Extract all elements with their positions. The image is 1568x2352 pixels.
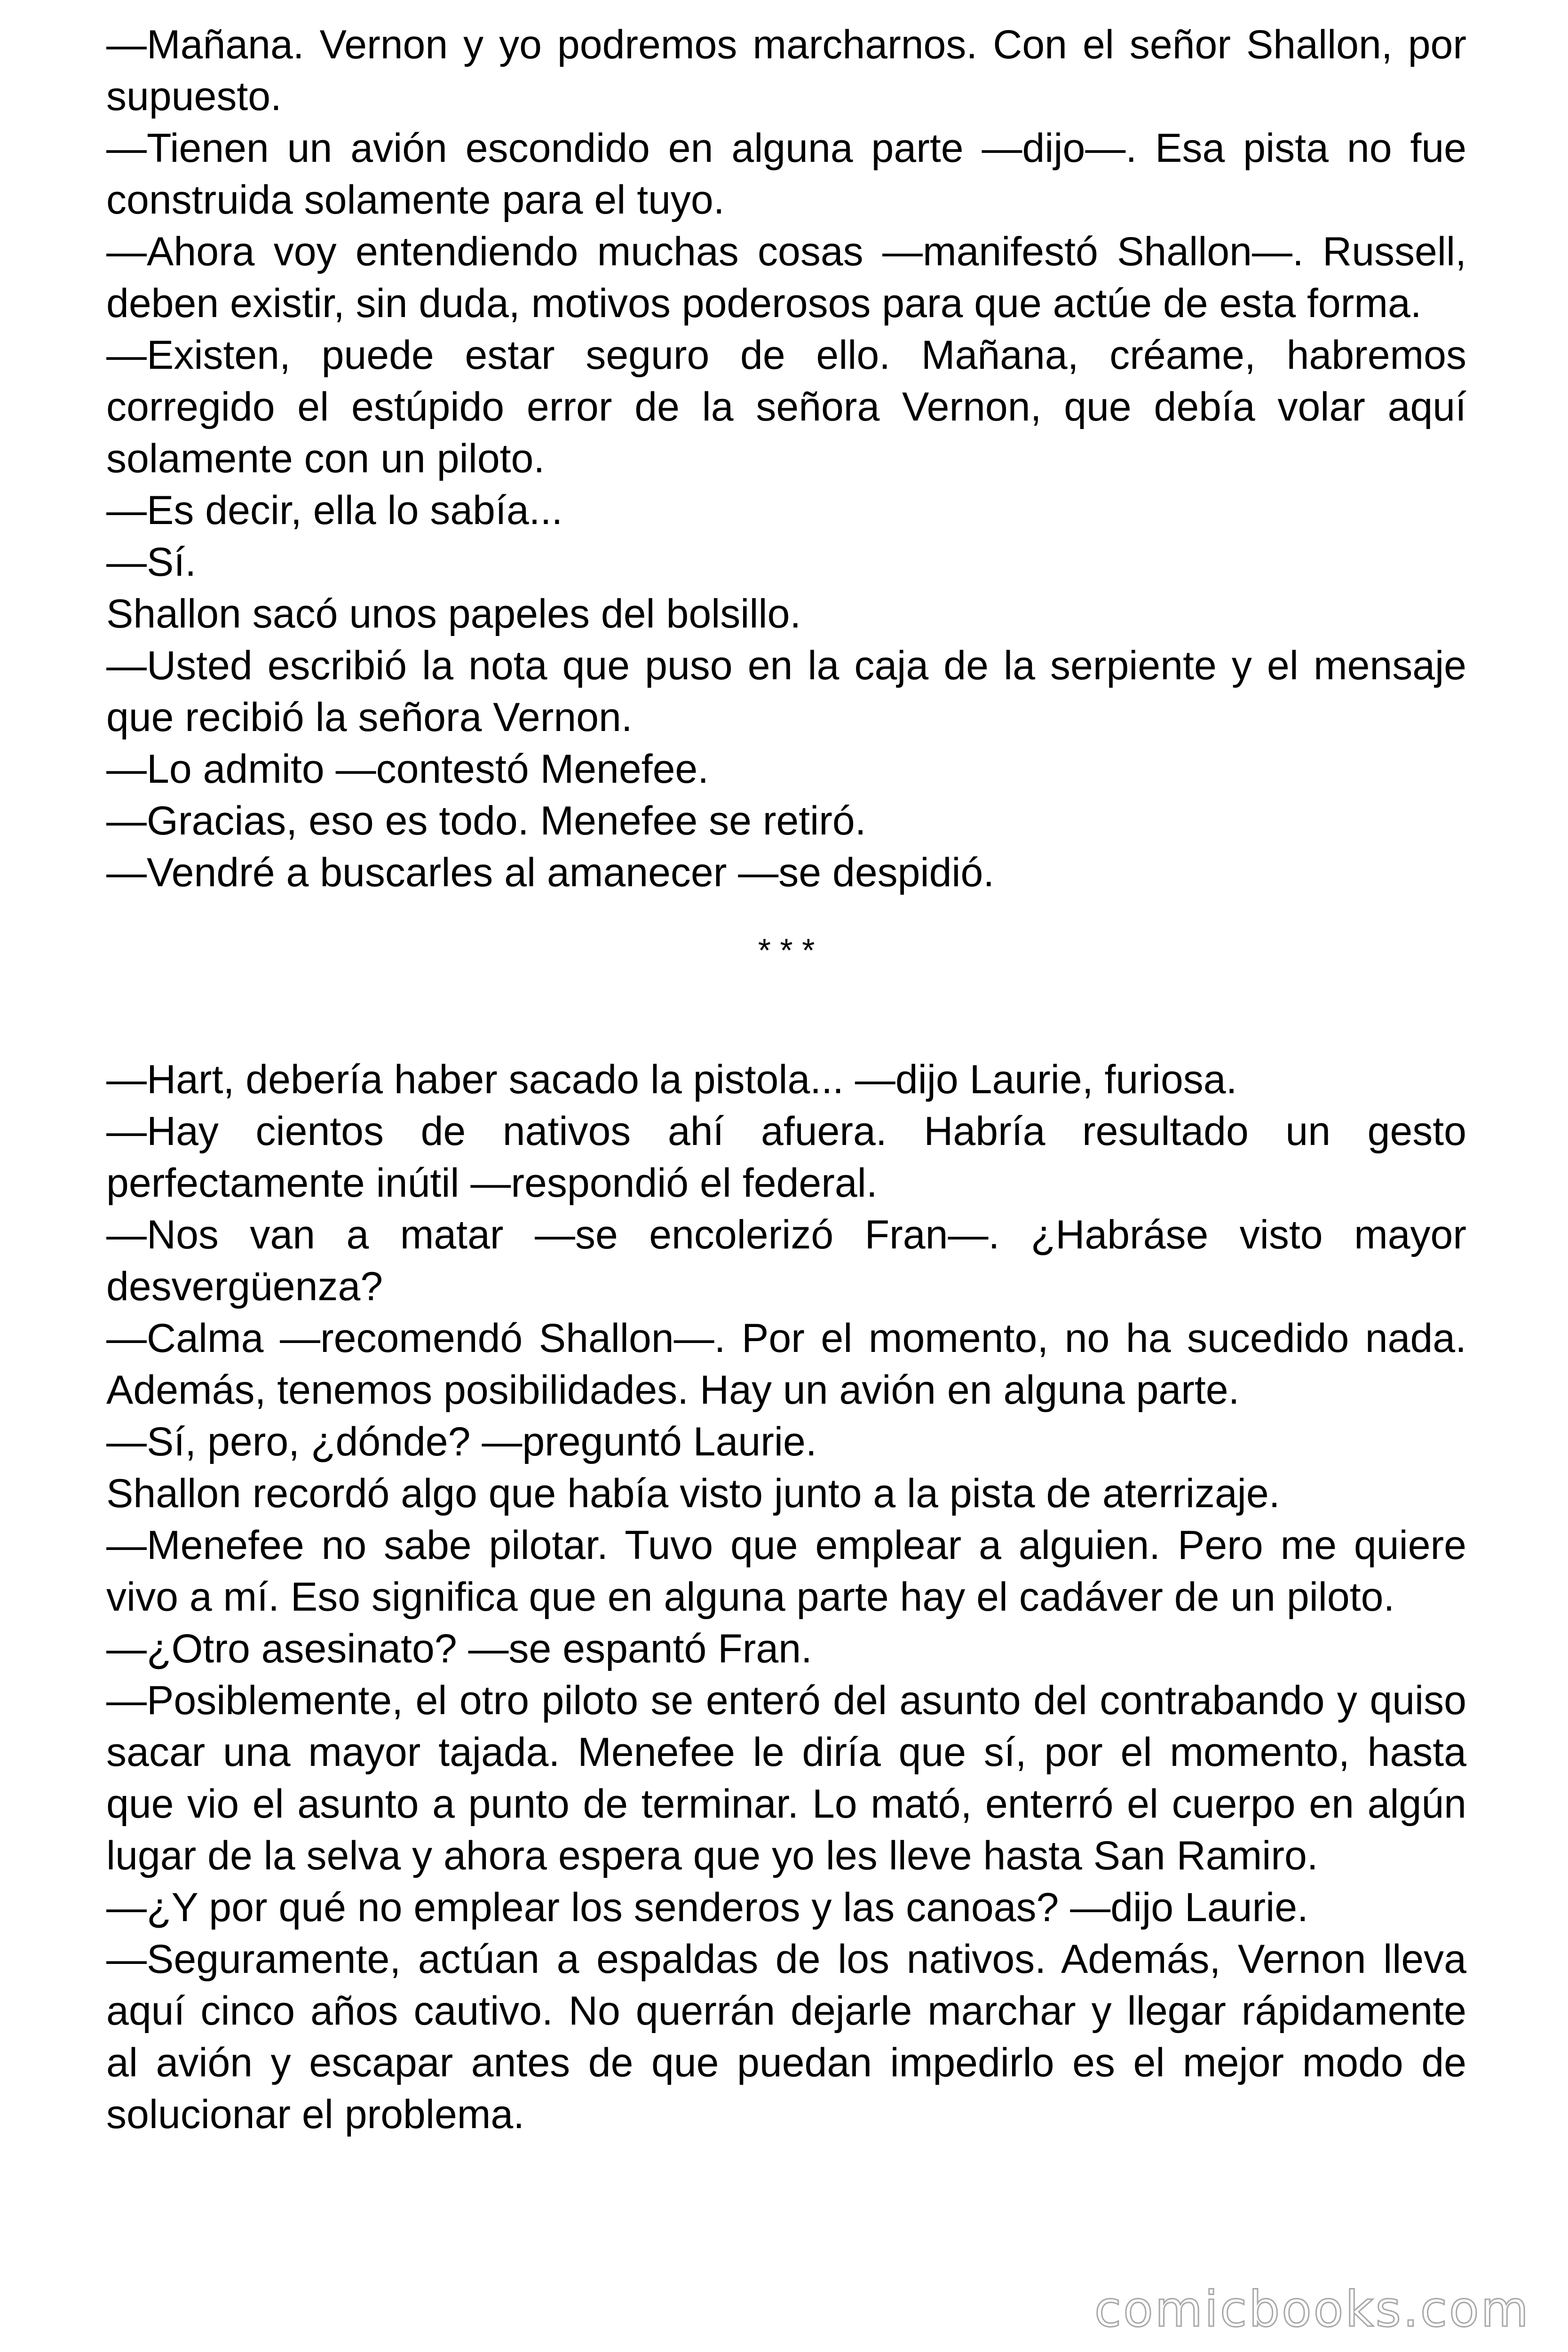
- paragraph: —Usted escribió la nota que puso en la caja de la serpiente y el mensaje que recibió la señora Vernon.: [106, 643, 1466, 740]
- paragraph: —Lo admito —contestó Menefee.: [106, 747, 709, 792]
- paragraph: —Mañana. Vernon y yo podremos marcharnos. Con el señor Shallon, por supuesto.: [106, 22, 1466, 119]
- scene-separator: [106, 898, 1466, 1054]
- section-2: [106, 1054, 1466, 2140]
- paragraph: —Seguramente, actúan a espaldas de los nativos. Además, Vernon lleva aquí cinco años cautivo. No querrán dejarle marchar y llegar rápidamente al avión y escapar antes de que puedan impedirlo es el mejor modo de solucionar el problema.: [106, 1937, 1466, 2137]
- paragraph: Shallon sacó unos papeles del bolsillo.: [106, 591, 801, 636]
- paragraph: —Menefee no sabe pilotar. Tuvo que emplear a alguien. Pero me quiere vivo a mí. Eso significa que en alguna parte hay el cadáver de un piloto.: [106, 1523, 1466, 1620]
- paragraph: —Es decir, ella lo sabía...: [106, 488, 563, 533]
- paragraph: —Hart, debería haber sacado la pistola... —dijo Laurie, furiosa.: [106, 1057, 1237, 1102]
- paragraph: —Gracias, eso es todo. Menefee se retiró.: [106, 798, 866, 843]
- page-body: [106, 19, 1466, 2140]
- paragraph: —Hay cientos de nativos ahí afuera. Habría resultado un gesto perfectamente inútil —respondió el federal.: [106, 1109, 1466, 1206]
- paragraph: —Calma —recomendó Shallon—. Por el momento, no ha sucedido nada. Además, tenemos posibilidades. Hay un avión en alguna parte.: [106, 1316, 1466, 1413]
- site-watermark: comicbooks.com: [1094, 2280, 1530, 2338]
- paragraph: —Sí, pero, ¿dónde? —preguntó Laurie.: [106, 1419, 817, 1464]
- paragraph: —Tienen un avión escondido en alguna parte —dijo—. Esa pista no fue construida solamente para el tuyo.: [106, 126, 1466, 222]
- paragraph: —Nos van a matar —se encolerizó Fran—. ¿Habráse visto mayor desvergüenza?: [106, 1212, 1466, 1309]
- paragraph: —Posiblemente, el otro piloto se enteró del asunto del contrabando y quiso sacar una mayor tajada. Menefee le diría que sí, por el momento, hasta que vio el asunto a punto de terminar. Lo mató, enterró el cuerpo en algún lugar de la selva y ahora espera que yo les lleve hasta San Ramiro.: [106, 1678, 1466, 1878]
- paragraph: —Existen, puede estar seguro de ello. Mañana, créame, habremos corregido el estúpido error de la señora Vernon, que debía volar aquí solamente con un piloto.: [106, 333, 1466, 481]
- paragraph: —¿Otro asesinato? —se espantó Fran.: [106, 1626, 812, 1671]
- paragraph: —Sí.: [106, 540, 197, 585]
- section-1: [106, 19, 1466, 898]
- separator-stars: * * *: [758, 932, 815, 969]
- paragraph: —Ahora voy entendiendo muchas cosas —manifestó Shallon—. Russell, deben existir, sin duda, motivos poderosos para que actúe de esta forma.: [106, 229, 1466, 326]
- paragraph: —¿Y por qué no emplear los senderos y las canoas? —dijo Laurie.: [106, 1885, 1308, 1930]
- paragraph: —Vendré a buscarles al amanecer —se despidió.: [106, 850, 995, 895]
- paragraph: Shallon recordó algo que había visto junto a la pista de aterrizaje.: [106, 1471, 1280, 1516]
